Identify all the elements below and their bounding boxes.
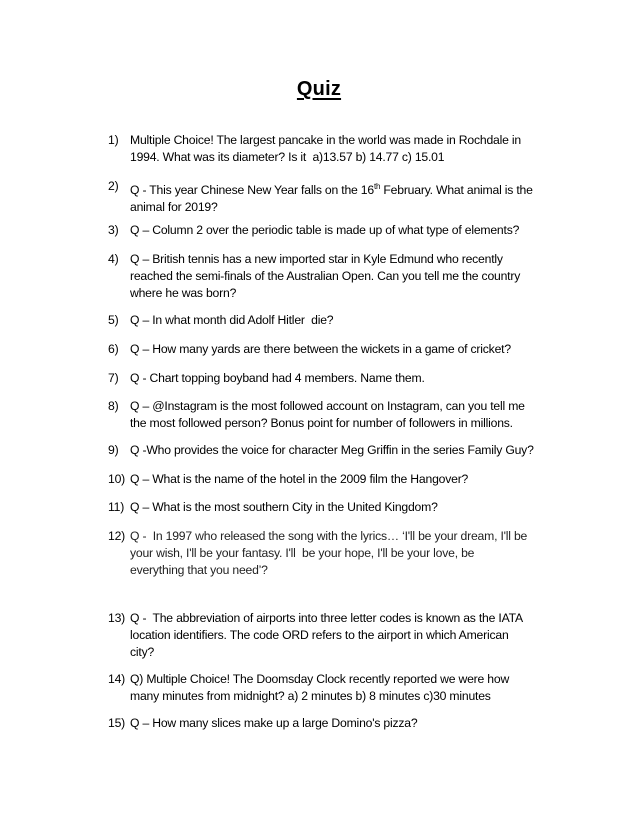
question-line: many minutes from midnight? a) 2 minutes b) 8 minutes c)30 minutes [130, 689, 491, 703]
question-text [130, 398, 550, 432]
question-number: 11) [108, 500, 125, 514]
question-line: location identifiers. The code ORD refers to the airport in which American [130, 628, 509, 642]
question-line-part: February. What animal is the [380, 183, 533, 198]
question-text [130, 499, 550, 516]
question-line: Q – British tennis has a new imported star in Kyle Edmund who recently [130, 252, 503, 266]
question-3 [108, 222, 550, 239]
question-line: Q – @Instagram is the most followed account on Instagram, can you tell me [130, 399, 525, 413]
question-line: Q – How many yards are there between the wickets in a game of cricket? [130, 342, 511, 356]
question-number: 1) [108, 133, 119, 147]
question-2 [108, 178, 550, 216]
question-line: everything that you need’? [130, 563, 268, 577]
question-text [130, 178, 550, 216]
question-line: Q - In 1997 who released the song with the lyrics… ‘I'll be your dream, I'll be [130, 529, 528, 543]
question-line: reached the semi-finals of the Australian Open. Can you tell me the country [130, 269, 521, 283]
question-line: city? [130, 645, 155, 659]
question-11 [108, 499, 550, 516]
question-6 [108, 341, 550, 358]
question-text [130, 528, 550, 579]
question-text [130, 671, 550, 705]
question-text [130, 341, 550, 358]
question-line: Q) Multiple Choice! The Doomsday Clock recently reported we were how [130, 672, 510, 686]
question-text [130, 251, 550, 302]
question-line: animal for 2019? [130, 200, 218, 215]
question-number: 14) [108, 672, 126, 686]
question-line: Q - Chart topping boyband had 4 members. Name them. [130, 371, 425, 385]
question-line: Q - The abbreviation of airports into three letter codes is known as the IATA [130, 611, 523, 625]
question-14 [108, 671, 550, 705]
question-line: Q – Column 2 over the periodic table is made up of what type of elements? [130, 223, 520, 237]
question-number: 8) [108, 399, 119, 413]
question-line: Q – What is the name of the hotel in the 2009 film the Hangover? [130, 472, 469, 486]
question-number: 4) [108, 252, 119, 266]
question-text [130, 312, 550, 329]
question-number: 10) [108, 472, 126, 486]
question-line: where he was born? [130, 286, 237, 300]
question-number: 3) [108, 223, 119, 237]
question-text [130, 715, 550, 732]
question-9 [108, 442, 550, 459]
question-number: 5) [108, 313, 119, 327]
question-number: 12) [108, 529, 126, 543]
question-number: 13) [108, 611, 126, 625]
question-8 [108, 398, 550, 432]
question-line: Q – What is the most southern City in the United Kingdom? [130, 500, 438, 514]
question-text [130, 442, 550, 459]
question-text [130, 610, 550, 661]
question-line-part: Q - This year Chinese New Year falls on the 16 [130, 183, 374, 198]
question-line: Q -Who provides the voice for character Meg Griffin in the series Family Guy? [130, 443, 534, 457]
question-text [130, 370, 550, 387]
question-5 [108, 312, 550, 329]
question-12 [108, 528, 550, 579]
question-text [130, 222, 550, 239]
question-line: Multiple Choice! The largest pancake in the world was made in Rochdale in [130, 133, 521, 147]
question-text [130, 132, 550, 166]
question-number: 15) [108, 716, 126, 730]
question-15 [108, 715, 550, 732]
question-number: 6) [108, 342, 119, 356]
question-number: 2) [108, 179, 119, 193]
page-title: Quiz [296, 78, 342, 100]
question-line: the most followed person? Bonus point for number of followers in millions. [130, 416, 513, 430]
question-4 [108, 251, 550, 302]
question-number: 7) [108, 371, 119, 385]
question-number: 9) [108, 443, 119, 457]
question-line: Q – How many slices make up a large Domino's pizza? [130, 716, 418, 730]
question-13 [108, 610, 550, 661]
question-7 [108, 370, 550, 387]
question-line: Q – In what month did Adolf Hitler die? [130, 313, 334, 327]
question-1 [108, 132, 550, 166]
superscript: th [373, 182, 381, 191]
question-text [130, 471, 550, 488]
question-line: your wish, I'll be your fantasy. I'll be your hope, I'll be your love, be [130, 546, 475, 560]
question-10 [108, 471, 550, 488]
question-line: 1994. What was its diameter? Is it a)13.57 b) 14.77 c) 15.01 [130, 150, 445, 164]
